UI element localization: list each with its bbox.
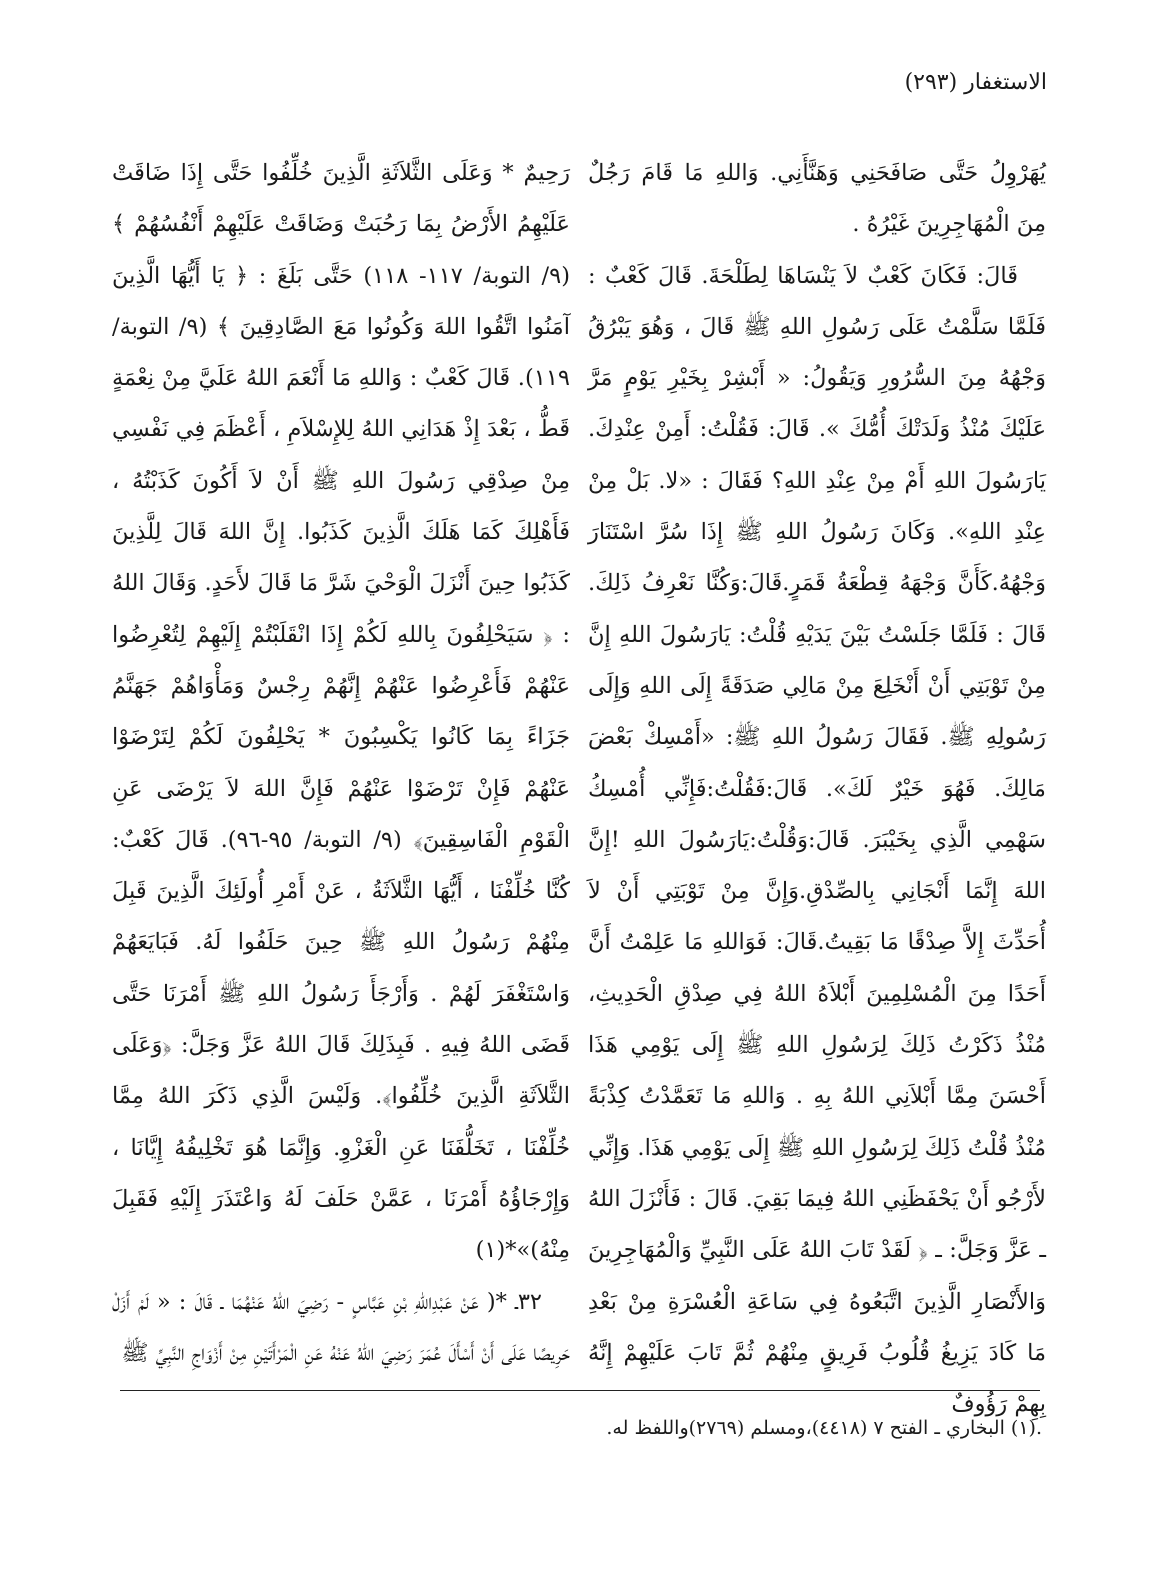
right-column bbox=[588, 148, 1046, 1430]
paragraph: رَحِيمٌ * وَعَلَى الثَّلاَثَةِ الَّذِينَ خُلِّفُوا حَتَّى إِذَا ضَاقَتْ عَلَيْهِمُ الأَرْضُ بِمَا رَحُبَتْ وَضَاقَتْ عَلَيْهِمْ أَنْفُسُهُمْ ﴾ (٩/ التوبة/ ١١٧- ١١٨) حَتَّى بَلَغَ : ﴿ يَا أَيُّهَا الَّذِينَ آمَنُوا اتَّقُوا اللهَ وَكُونُوا مَعَ الصَّادِقِينَ ﴾ (٩/ التوبة/ ١١٩). قَالَ كَعْبٌ : وَاللهِ مَا أَنْعَمَ اللهُ عَلَيَّ مِنْ نِعْمَةٍ قَطُّ ، بَعْدَ إِذْ هَدَانِي اللهُ لِلإِسْلاَمِ ، أَعْظَمَ فِي نَفْسِي مِنْ صِدْقِي رَسُولَ اللهِ ﷺ أَنْ لاَ أَكُونَ كَذَبْتُهُ ، فَأَهْلِكَ كَمَا هَلَكَ الَّذِينَ كَذَبُوا. إِنَّ اللهَ قَالَ لِلَّذِينَ كَذَبُوا حِينَ أَنْزَلَ الْوَحْيَ شَرَّ مَا قَالَ لأَحَدٍ. وَقَالَ اللهُ : ﴿ سَيَحْلِفُونَ بِاللهِ لَكُمْ إِذَا انْقَلَبْتُمْ إِلَيْهِمْ لِتُعْرِضُوا عَنْهُمْ فَأَعْرِضُوا عَنْهُمْ إِنَّهُمْ رِجْسٌ وَمَأْوَاهُمْ جَهَنَّمُ جَزَاءً بِمَا كَانُوا يَكْسِبُونَ * يَحْلِفُونَ لَكُمْ لِتَرْضَوْا عَنْهُمْ فَإِنْ تَرْضَوْا عَنْهُمْ فَإِنَّ اللهَ لاَ يَرْضَى عَنِ الْقَوْمِ الْفَاسِقِينَ﴾ (٩/ التوبة/ ٩٥-٩٦). قَالَ كَعْبٌ: كُنَّا خُلِّفْنَا ، أَيُّهَا الثَّلاَثَةُ ، عَنْ أَمْرِ أُولَئِكَ الَّذِينَ قَبِلَ مِنْهُمْ رَسُولُ اللهِ ﷺ حِينَ حَلَفُوا لَهُ. فَبَايَعَهُمْ وَاسْتَغْفَرَ لَهُمْ . وَأَرْجَأَ رَسُولُ اللهِ ﷺ أَمْرَنَا حَتَّى قَضَى اللهُ فِيهِ . فَبِذَلِكَ قَالَ اللهُ عَزَّ وَجَلَّ: ﴿وَعَلَى الثَّلاَثَةِ الَّذِينَ خُلِّفُوا﴾. وَلَيْسَ الَّذِي ذَكَرَ اللهُ مِمَّا خُلِّفْنَا ، تَخَلُّفَنَا عَنِ الْغَزْوِ. وَإِنَّمَا هُوَ تَخْلِيفُهُ إِيَّانَا ، وَإِرْجَاؤُهُ أَمْرَنَا ، عَمَّنْ حَلَفَ لَهُ وَاعْتَذَرَ إِلَيْهِ فَقَبِلَ مِنْهُ)»*(١) bbox=[112, 160, 570, 1264]
footnote-text: .(١) البخاري ـ الفتح ٧ (٤٤١٨)،ومسلم (٢٧٦٩)واللفظ له. bbox=[606, 1417, 1042, 1439]
page-header: الاستغفار (٢٩٣) bbox=[904, 70, 1047, 95]
paragraph: ٣٢ـ *( عَنْ عَبْدِاللهِ بْنِ عَبَّاسٍ - رَضِيَ اللهُ عَنْهُمَا ـ قَالَ : « لَمْ أَزَلْ حَرِيصًا عَلَى أَنْ أَسْأَلَ عُمَرَ رَضِيَ اللهُ عَنْهُ عَنِ الْمَرْأَتَيْنِ مِنْ أَزْوَاجِ النَّبِيِّ ﷺ bbox=[112, 1288, 570, 1366]
paragraph: يُهَرْوِلُ حَتَّى صَافَحَنِي وَهَنَّأَنِي. وَاللهِ مَا قَامَ رَجُلٌ مِنَ الْمُهَاجِرِينَ غَيْرُهُ . bbox=[588, 160, 1046, 238]
left-column bbox=[112, 148, 570, 1379]
footnote bbox=[112, 1406, 1042, 1450]
paragraph: قَالَ: فَكَانَ كَعْبٌ لاَ يَنْسَاهَا لِطَلْحَةَ. قَالَ كَعْبٌ : فَلَمَّا سَلَّمْتُ عَلَى رَسُولِ اللهِ ﷺ قَالَ ، وَهُوَ يَبْرُقُ وَجْهُهُ مِنَ السُّرُورِ وَيَقُولُ: « أَبْشِرْ بِخَيْرِ يَوْمٍ مَرَّ عَلَيْكَ مُنْذُ وَلَدَتْكَ أُمُّكَ ». قَالَ: فَقُلْتُ: أَمِنْ عِنْدِكَ. يَارَسُولَ اللهِ أَمْ مِنْ عِنْدِ اللهِ؟ فَقَالَ : «لا. بَلْ مِنْ عِنْدِ اللهِ». وَكَانَ رَسُولُ اللهِ ﷺ إِذَا سُرَّ اسْتَنَارَ وَجْهُهُ.كَأَنَّ وَجْهَهُ قِطْعَةُ قَمَرٍ.قَالَ:وَكُنَّا نَعْرِفُ ذَلِكَ. قَالَ : فَلَمَّا جَلَسْتُ بَيْنَ يَدَيْهِ قُلْتُ: يَارَسُولَ اللهِ إِنَّ مِنْ تَوْبَتِي أَنْ أَنْخَلِعَ مِنْ مَالِي صَدَقَةً إِلَى اللهِ وَإِلَى رَسُولِهِ ﷺ. فَقَالَ رَسُولُ اللهِ ﷺ: «أَمْسِكْ بَعْضَ مَالِكَ. فَهُوَ خَيْرٌ لَكَ». قَالَ:فَقُلْتُ:فَإِنِّي أُمْسِكُ سَهْمِي الَّذِي بِخَيْبَرَ. قَالَ:وَقُلْتُ:يَارَسُولَ اللهِ !إِنَّ اللهَ إِنَّمَا أَنْجَانِي بِالصِّدْقِ.وَإِنَّ مِنْ تَوْبَتِي أَنْ لاَ أُحَدِّثَ إِلاَّ صِدْقًا مَا بَقِيتُ.قَالَ: فَوَاللهِ مَا عَلِمْتُ أَنَّ أَحَدًا مِنَ الْمُسْلِمِينَ أَبْلاَهُ اللهُ فِي صِدْقِ الْحَدِيثِ، مُنْذُ ذَكَرْتُ ذَلِكَ لِرَسُولِ اللهِ ﷺ إِلَى يَوْمِي هَذَا أَحْسَنَ مِمَّا أَبْلاَنِي اللهُ بِهِ . وَاللهِ مَا تَعَمَّدْتُ كِذْبَةً مُنْذُ قُلْتُ ذَلِكَ لِرَسُولِ اللهِ ﷺ إِلَى يَوْمِي هَذَا. وَإِنِّي لأَرْجُو أَنْ يَحْفَظَنِي اللهُ فِيمَا بَقِيَ. قَالَ : فَأَنْزَلَ اللهُ ـ عَزَّ وَجَلَّ: ـ ﴿ لَقَدْ تَابَ اللهُ عَلَى النَّبِيِّ وَالْمُهَاجِرِينَ وَالأَنْصَارِ الَّذِينَ اتَّبَعُوهُ فِي سَاعَةِ الْعُسْرَةِ مِنْ بَعْدِ مَا كَادَ يَزِيغُ قُلُوبُ فَرِيقٍ مِنْهُمْ ثُمَّ تَابَ عَلَيْهِمْ إِنَّهُ بِهِمْ رَؤُوفٌ bbox=[588, 262, 1046, 1418]
footnote-divider bbox=[120, 1390, 1040, 1391]
